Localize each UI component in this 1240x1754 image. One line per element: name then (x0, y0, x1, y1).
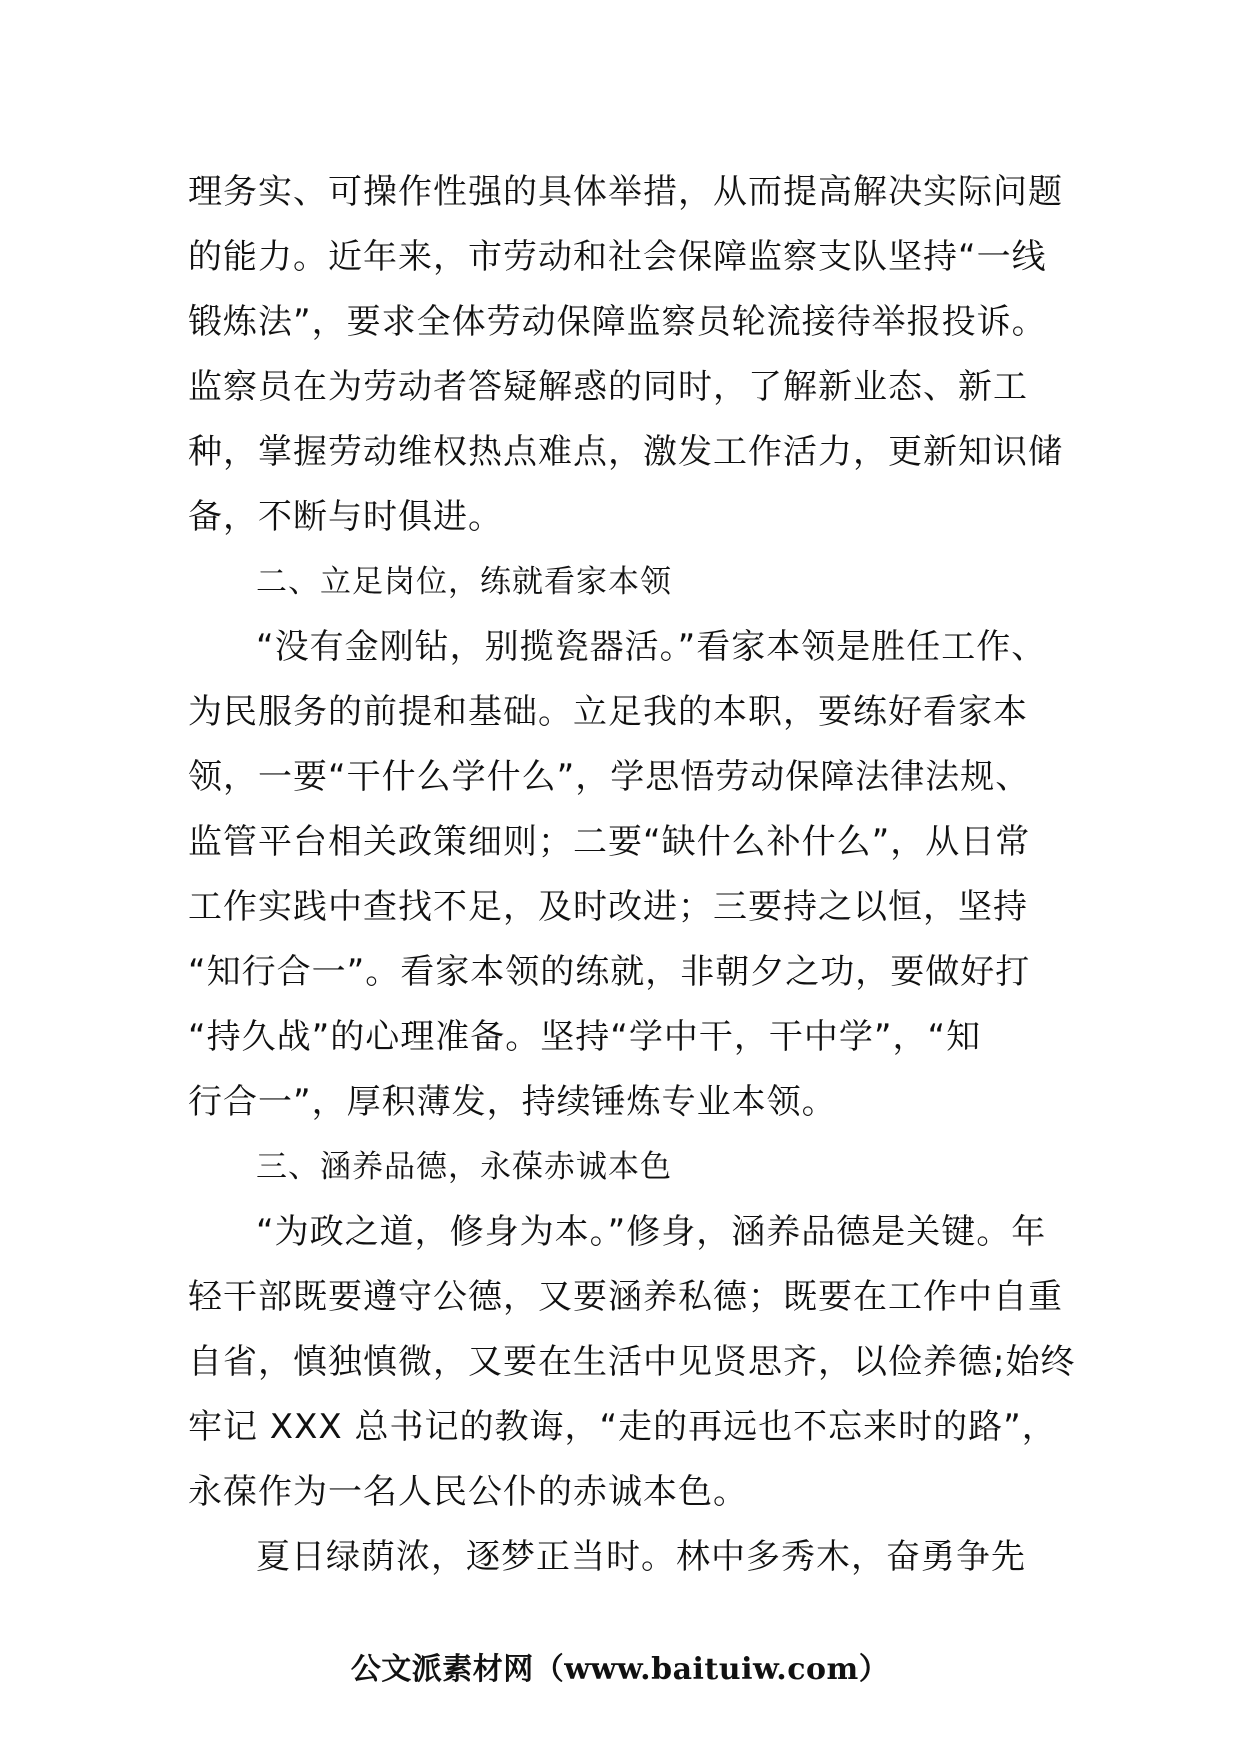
text-line: 领，一要“干什么学什么”，学思悟劳动保障法律法规、 (188, 757, 1031, 797)
text-line: 夏日绿荫浓，逐梦正当时。林中多秀木，奋勇争先 (256, 1537, 1026, 1577)
document-body (188, 160, 1076, 1590)
text-line: “为政之道，修身为本。”修身，涵养品德是关键。年 (256, 1212, 1047, 1252)
text-line: 工作实践中查找不足，及时改进；三要持之以恒，坚持 (188, 887, 1028, 927)
footer-watermark: 公文派素材网（www.baituiw.com） (350, 1652, 890, 1687)
text-line: 种，掌握劳动维权热点难点，激发工作活力，更新知识储 (188, 432, 1063, 472)
section-heading: 三、涵养品德，永葆赤诚本色 (256, 1149, 672, 1185)
text-line: 轻干部既要遵守公德，又要涵养私德；既要在工作中自重 (188, 1277, 1063, 1317)
text-line: 的能力。近年来，市劳动和社会保障监察支队坚持“一线 (188, 237, 1047, 277)
section-heading: 二、立足岗位，练就看家本领 (256, 564, 672, 600)
text-line: 牢记 XXX 总书记的教诲，“走的再远也不忘来时的路”， (188, 1407, 1057, 1447)
text-line: 为民服务的前提和基础。立足我的本职，要练好看家本 (188, 692, 1028, 732)
text-line: “持久战”的心理准备。坚持“学中干，干中学”，“知 (188, 1017, 982, 1057)
text-line: 备，不断与时俱进。 (188, 497, 503, 537)
text-line: 监管平台相关政策细则；二要“缺什么补什么”，从日常 (188, 822, 1031, 862)
text-line: “知行合一”。看家本领的练就，非朝夕之功，要做好打 (188, 952, 1031, 992)
text-line: 监察员在为劳动者答疑解惑的同时，了解新业态、新工 (188, 367, 1028, 407)
text-line: 永葆作为一名人民公仆的赤诚本色。 (188, 1472, 748, 1512)
text-line: 理务实、可操作性强的具体举措，从而提高解决实际问题 (188, 172, 1063, 212)
text-line: 自省，慎独慎微，又要在生活中见贤思齐，以俭养德;始终 (188, 1342, 1076, 1382)
text-line: 行合一”，厚积薄发，持续锤炼专业本领。 (188, 1082, 837, 1122)
text-line: “没有金刚钻，别揽瓷器活。”看家本领是胜任工作、 (256, 627, 1047, 667)
text-line: 锻炼法”，要求全体劳动保障监察员轮流接待举报投诉。 (188, 302, 1047, 342)
